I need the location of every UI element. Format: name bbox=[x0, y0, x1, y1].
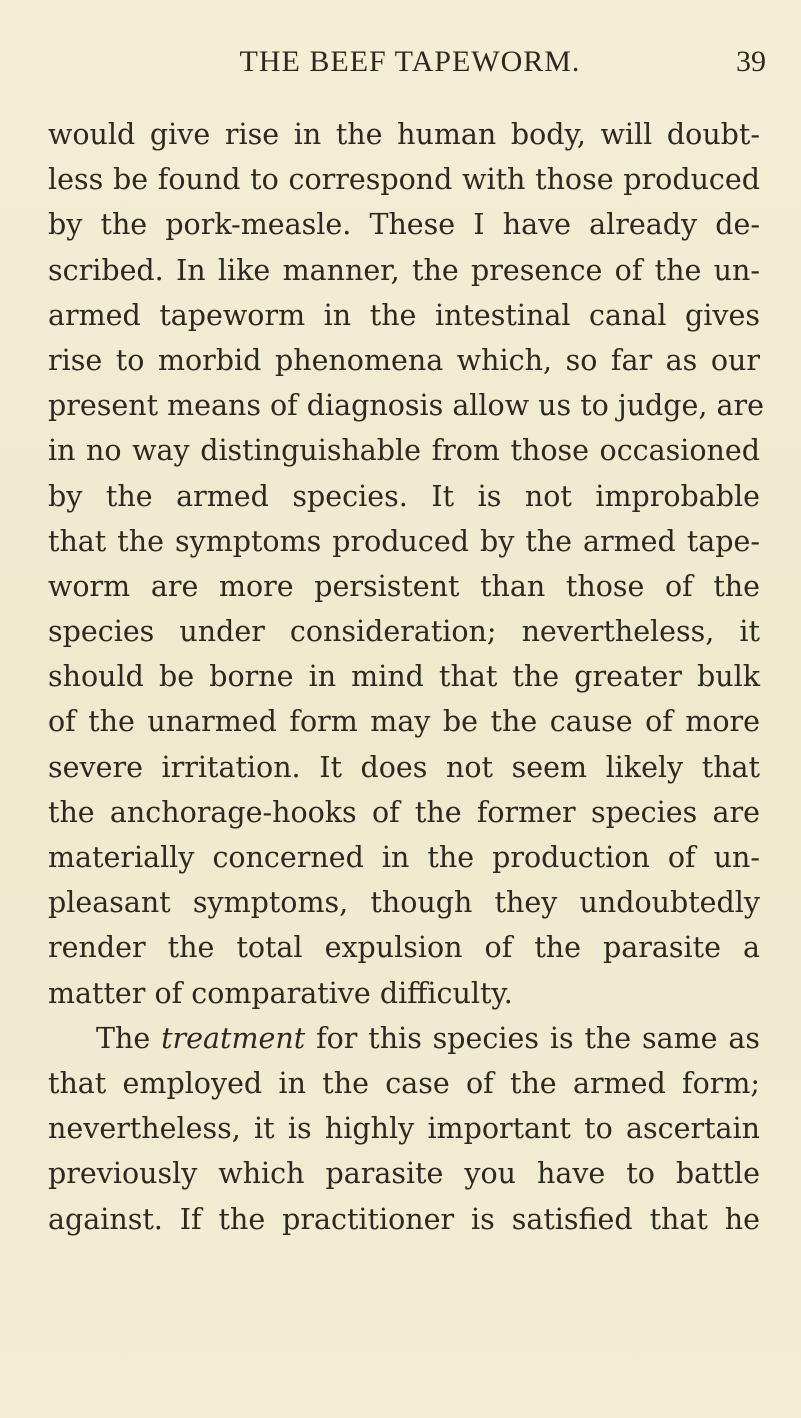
text-line: by the pork-measle. These I have already de- bbox=[48, 208, 760, 242]
text-line: rise to morbid phenomena which, so far as our bbox=[48, 343, 760, 377]
text-line: against. If the practitioner is satisfied that he bbox=[48, 1202, 760, 1236]
text-line: nevertheless, it is highly important to ascertain bbox=[48, 1112, 760, 1146]
paragraph bbox=[48, 1016, 760, 1242]
text-line: render the total expulsion of the parasite a bbox=[48, 931, 760, 965]
page-number: 39 bbox=[736, 45, 766, 78]
text-line: by the armed species. It is not improbable bbox=[48, 479, 760, 513]
text-line: would give rise in the human body, will doubt- bbox=[48, 118, 760, 151]
text-fragment: for this species is the same as bbox=[305, 1021, 761, 1055]
text-line: in no way distinguishable from those occasioned bbox=[48, 434, 760, 468]
text-line: worm are more persistent than those of the bbox=[48, 569, 760, 603]
emphasis-text: treatment bbox=[161, 1021, 306, 1055]
text-line: the anchorage-hooks of the former species are bbox=[48, 795, 760, 829]
text-line: severe irritation. It does not seem likely that bbox=[48, 750, 760, 784]
text-fragment: The bbox=[96, 1021, 162, 1055]
text-line: less be found to correspond with those produced bbox=[48, 163, 760, 197]
text-line: species under consideration; nevertheless, it bbox=[48, 615, 760, 649]
text-line: matter of comparative difficulty. bbox=[48, 976, 513, 1010]
text-line: present means of diagnosis allow us to judge, are bbox=[48, 389, 765, 423]
text-line: armed tapeworm in the intestinal canal gives bbox=[48, 298, 760, 332]
body-text bbox=[48, 112, 765, 1242]
text-line: should be borne in mind that the greater bulk bbox=[48, 660, 760, 694]
text-line: scribed. In like manner, the presence of the un- bbox=[48, 253, 760, 287]
page-header bbox=[60, 42, 766, 82]
text-line: that the symptoms produced by the armed tape- bbox=[48, 524, 760, 558]
running-title: THE BEEF TAPEWORM. bbox=[239, 45, 581, 78]
paragraph bbox=[48, 112, 765, 1016]
text-line: of the unarmed form may be the cause of more bbox=[48, 705, 760, 739]
text-line: previously which parasite you have to battle bbox=[48, 1157, 760, 1191]
text-line: that employed in the case of the armed form; bbox=[48, 1066, 760, 1100]
text-line: materially concerned in the production of un- bbox=[48, 841, 760, 874]
text-line bbox=[48, 1016, 760, 1061]
text-line: pleasant symptoms, though they undoubtedly bbox=[48, 886, 760, 920]
